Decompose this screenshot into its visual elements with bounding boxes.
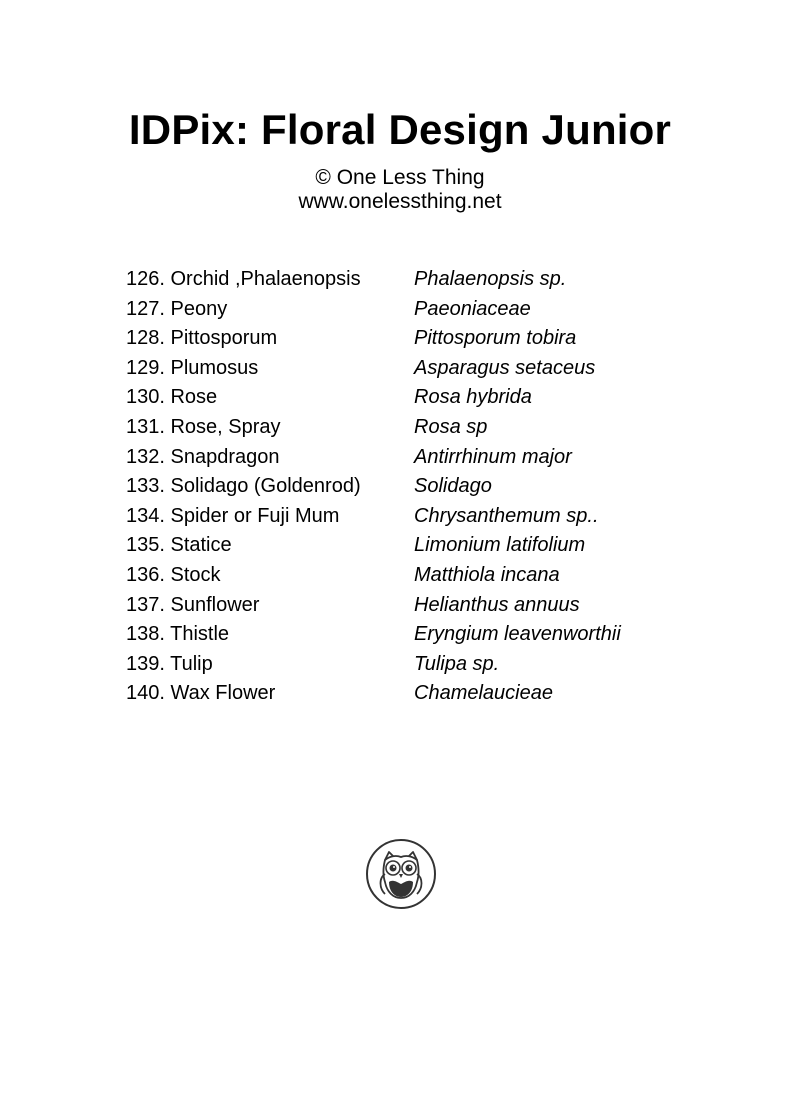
list-item bbox=[126, 324, 686, 354]
list-item bbox=[126, 265, 686, 295]
common-name: 133. Solidago (Goldenrod) bbox=[126, 475, 361, 498]
scientific-name: Solidago bbox=[414, 475, 492, 498]
list-item bbox=[126, 531, 686, 561]
list-item bbox=[126, 591, 686, 621]
scientific-name: Eryngium leavenworthii bbox=[414, 623, 621, 646]
website-url: www.onelessthing.net bbox=[298, 190, 502, 213]
common-name: 140. Wax Flower bbox=[126, 682, 276, 705]
scientific-name: Pittosporum tobira bbox=[414, 327, 577, 350]
list-item bbox=[126, 443, 686, 473]
list-item bbox=[126, 650, 686, 680]
common-name: 139. Tulip bbox=[126, 652, 213, 675]
list-item bbox=[126, 383, 686, 413]
scientific-name: Rosa hybrida bbox=[414, 386, 532, 409]
list-item bbox=[126, 472, 686, 502]
common-name: 135. Statice bbox=[126, 534, 232, 557]
list-item bbox=[126, 620, 686, 650]
common-name: 131. Rose, Spray bbox=[126, 415, 281, 438]
scientific-name: Helianthus annuus bbox=[414, 593, 580, 616]
common-name: 136. Stock bbox=[126, 563, 221, 586]
scientific-name: Phalaenopsis sp. bbox=[414, 268, 567, 290]
common-name: 137. Sunflower bbox=[126, 593, 260, 616]
list-item bbox=[126, 561, 686, 591]
common-name: 127. Peony bbox=[126, 297, 228, 320]
list-item bbox=[126, 679, 686, 709]
scientific-name: Antirrhinum major bbox=[414, 445, 572, 468]
scientific-name: Tulipa sp. bbox=[414, 652, 500, 675]
scientific-name: Rosa sp bbox=[414, 415, 488, 438]
common-name: 130. Rose bbox=[126, 386, 218, 409]
page-title: IDPix: Floral Design Junior bbox=[128, 106, 672, 153]
common-name: 134. Spider or Fuji Mum bbox=[126, 504, 340, 527]
scientific-name: Paeoniaceae bbox=[414, 297, 531, 320]
list-item bbox=[126, 413, 686, 443]
flower-list bbox=[126, 265, 686, 709]
scientific-name: Chamelaucieae bbox=[414, 682, 553, 705]
scientific-name: Matthiola incana bbox=[414, 563, 560, 586]
common-name: 129. Plumosus bbox=[126, 356, 259, 379]
owl-icon bbox=[365, 838, 437, 910]
common-name: 138. Thistle bbox=[126, 623, 230, 646]
common-name: 132. Snapdragon bbox=[126, 445, 280, 468]
list-item bbox=[126, 295, 686, 325]
copyright-line: © One Less Thing bbox=[315, 166, 485, 189]
list-item bbox=[126, 354, 686, 384]
scientific-name: Asparagus setaceus bbox=[414, 356, 596, 379]
scientific-name: Limonium latifolium bbox=[414, 534, 586, 557]
scientific-name: Chrysanthemum sp.. bbox=[414, 504, 599, 527]
common-name: 126. Orchid ,Phalaenopsis bbox=[126, 268, 361, 290]
list-item bbox=[126, 502, 686, 532]
common-name: 128. Pittosporum bbox=[126, 327, 278, 350]
